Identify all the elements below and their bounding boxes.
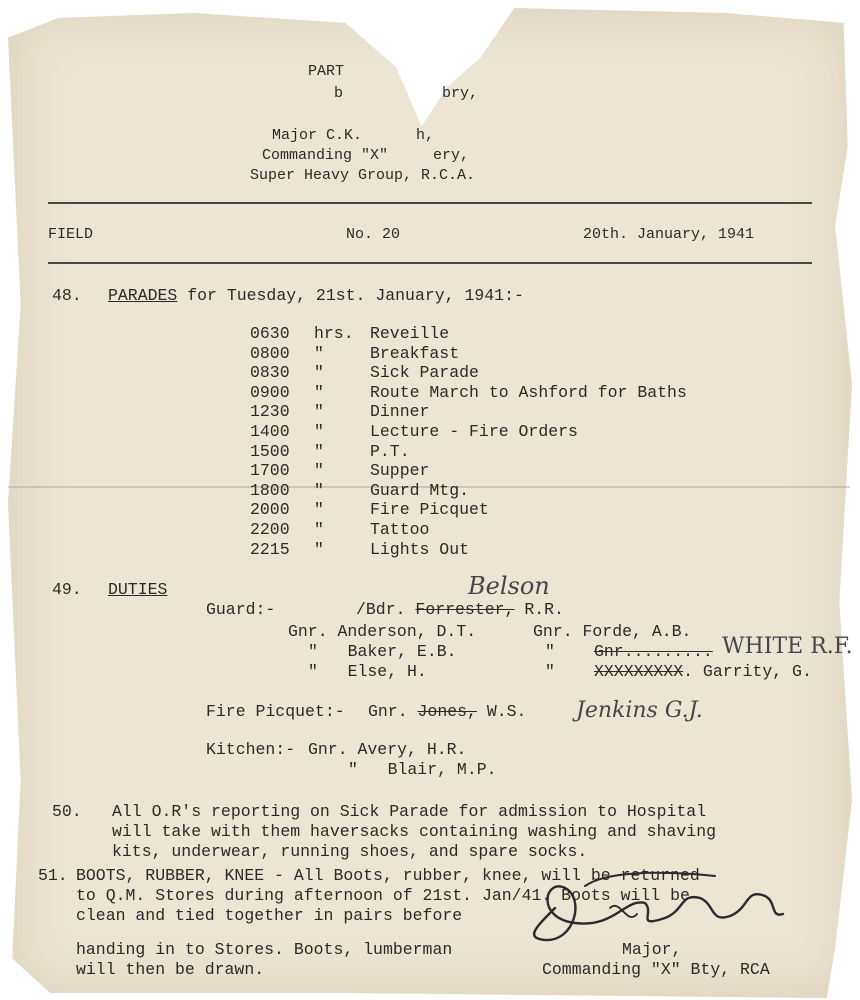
header-commanding: Commanding "X" ery, [262,147,470,164]
guard-member-5-ditto: " [545,642,555,661]
schedule-event: Sick Parade [370,363,479,383]
kitchen-label: Kitchen:- [206,740,296,759]
kitchen-member-1: Gnr. Avery, H.R. [308,740,467,759]
guard-member-2: " Baker, E.B. [308,642,457,661]
schedule-event: Lights Out [370,539,470,559]
handwritten-jenkins: Jenkins G.J. [576,698,703,723]
schedule-event: Guard Mtg. [370,480,470,500]
schedule-unit: " [314,363,324,383]
kitchen-member-2: " Blair, M.P. [348,760,497,779]
header-rule-bottom [48,262,812,264]
item-48-title: PARADES [108,286,178,305]
guard-member-6-name: . Garrity, G. [683,662,812,681]
header-rule-top [48,202,812,204]
item-50-line-1: All O.R's reporting on Sick Parade for admission to Hospital [112,802,707,821]
schedule-unit: " [314,422,324,441]
guard-member-6-struck: XXXXXXXXX [594,662,684,681]
schedule-unit: " [314,343,324,363]
guard-commander-initials: R.R. [514,600,564,619]
header-group: Super Heavy Group, R.C.A. [250,167,476,184]
item-50-line-2: will take with them haversacks containing washing and shaving [112,822,716,841]
fire-picquet-struck: Jones, [417,702,477,721]
guard-commander [356,600,564,620]
schedule-time: 1500 [250,441,290,461]
fire-picquet-initials: W.S. [476,702,527,721]
schedule-time: 1230 [250,402,290,422]
signature-rank: Major, [622,940,682,959]
item-48-heading [108,286,524,306]
guard-commander-rank: /Bdr. [356,600,416,619]
item-51-line-5: will then be drawn. [76,960,265,979]
order-date: 20th. January, 1941 [583,226,755,243]
item-48-number: 48. [52,286,82,305]
schedule-unit: " [314,461,324,481]
schedule-event: P.T. [370,441,410,461]
signature-title: Commanding "X" Bty, RCA [542,960,770,979]
handwritten-signature [515,868,785,948]
schedule-unit: " [314,520,324,539]
guard-member-5-struck: Gnr......... [594,642,713,661]
item-50-line-3: kits, underwear, running shoes, and spare socks. [112,842,588,861]
schedule-time: 0830 [250,363,290,383]
schedule-event: Tattoo [370,520,430,539]
schedule-event: Supper [370,461,430,481]
schedule-time: 1400 [250,422,290,441]
fire-picquet-label: Fire Picquet:- [206,702,345,721]
order-number: No. 20 [346,226,401,243]
schedule-time: 0800 [250,343,290,363]
header-major: Major C.K. h, [272,127,435,144]
schedule-time: 1700 [250,461,290,481]
schedule-event: Fire Picquet [370,500,489,520]
guard-label: Guard:- [206,600,276,619]
guard-member-6-ditto: " [545,662,555,681]
schedule-unit: " [314,539,324,559]
field-label: FIELD [48,226,94,243]
header-part: PART [308,63,345,80]
schedule-event: Breakfast [370,343,460,363]
schedule-unit: " [314,402,324,422]
item-48-title-rest: for Tuesday, 21st. January, 1941:- [177,286,524,305]
schedule-unit: hrs. [314,324,354,343]
item-51-line-1: BOOTS, RUBBER, KNEE - All Boots, rubber, knee, will be returned [76,866,700,885]
fire-picquet-member [368,702,526,722]
schedule-time: 0630 [250,324,290,343]
schedule-time: 0900 [250,382,290,402]
guard-member-3: " Else, H. [308,662,427,681]
item-51-line-2: to Q.M. Stores during afternoon of 21st. Jan/41. Boots will be [76,886,690,905]
schedule-unit: " [314,480,324,500]
item-51-number: 51. [38,866,68,885]
handwritten-white: WHITE R.F. [722,634,853,659]
fire-picquet-rank: Gnr. [368,702,418,721]
schedule-unit: " [314,441,324,461]
item-50-number: 50. [52,802,82,821]
guard-member-6 [594,662,812,682]
schedule-unit: " [314,382,324,402]
guard-member-4: Gnr. Forde, A.B. [533,622,692,641]
item-51-line-3: clean and tied together in pairs before [76,906,463,925]
item-49-number: 49. [52,580,82,599]
handwritten-belson: Belson [468,572,550,600]
guard-commander-struck: Forrester, [415,600,515,619]
schedule-unit: " [314,500,324,520]
schedule-time: 2000 [250,500,290,520]
schedule-event: Lecture - Fire Orders [370,422,578,441]
schedule-time: 2215 [250,539,290,559]
header-line-2: b bry, [334,85,479,102]
schedule-time: 2200 [250,520,290,539]
item-51-line-4: handing in to Stores. Boots, lumberman [76,940,453,959]
schedule-event: Route March to Ashford for Baths [370,382,687,402]
item-49-title: DUTIES [108,580,168,599]
schedule-event: Dinner [370,402,430,422]
schedule-event: Reveille [370,324,450,343]
guard-member-1: Gnr. Anderson, D.T. [288,622,477,641]
schedule-time: 1800 [250,480,290,500]
